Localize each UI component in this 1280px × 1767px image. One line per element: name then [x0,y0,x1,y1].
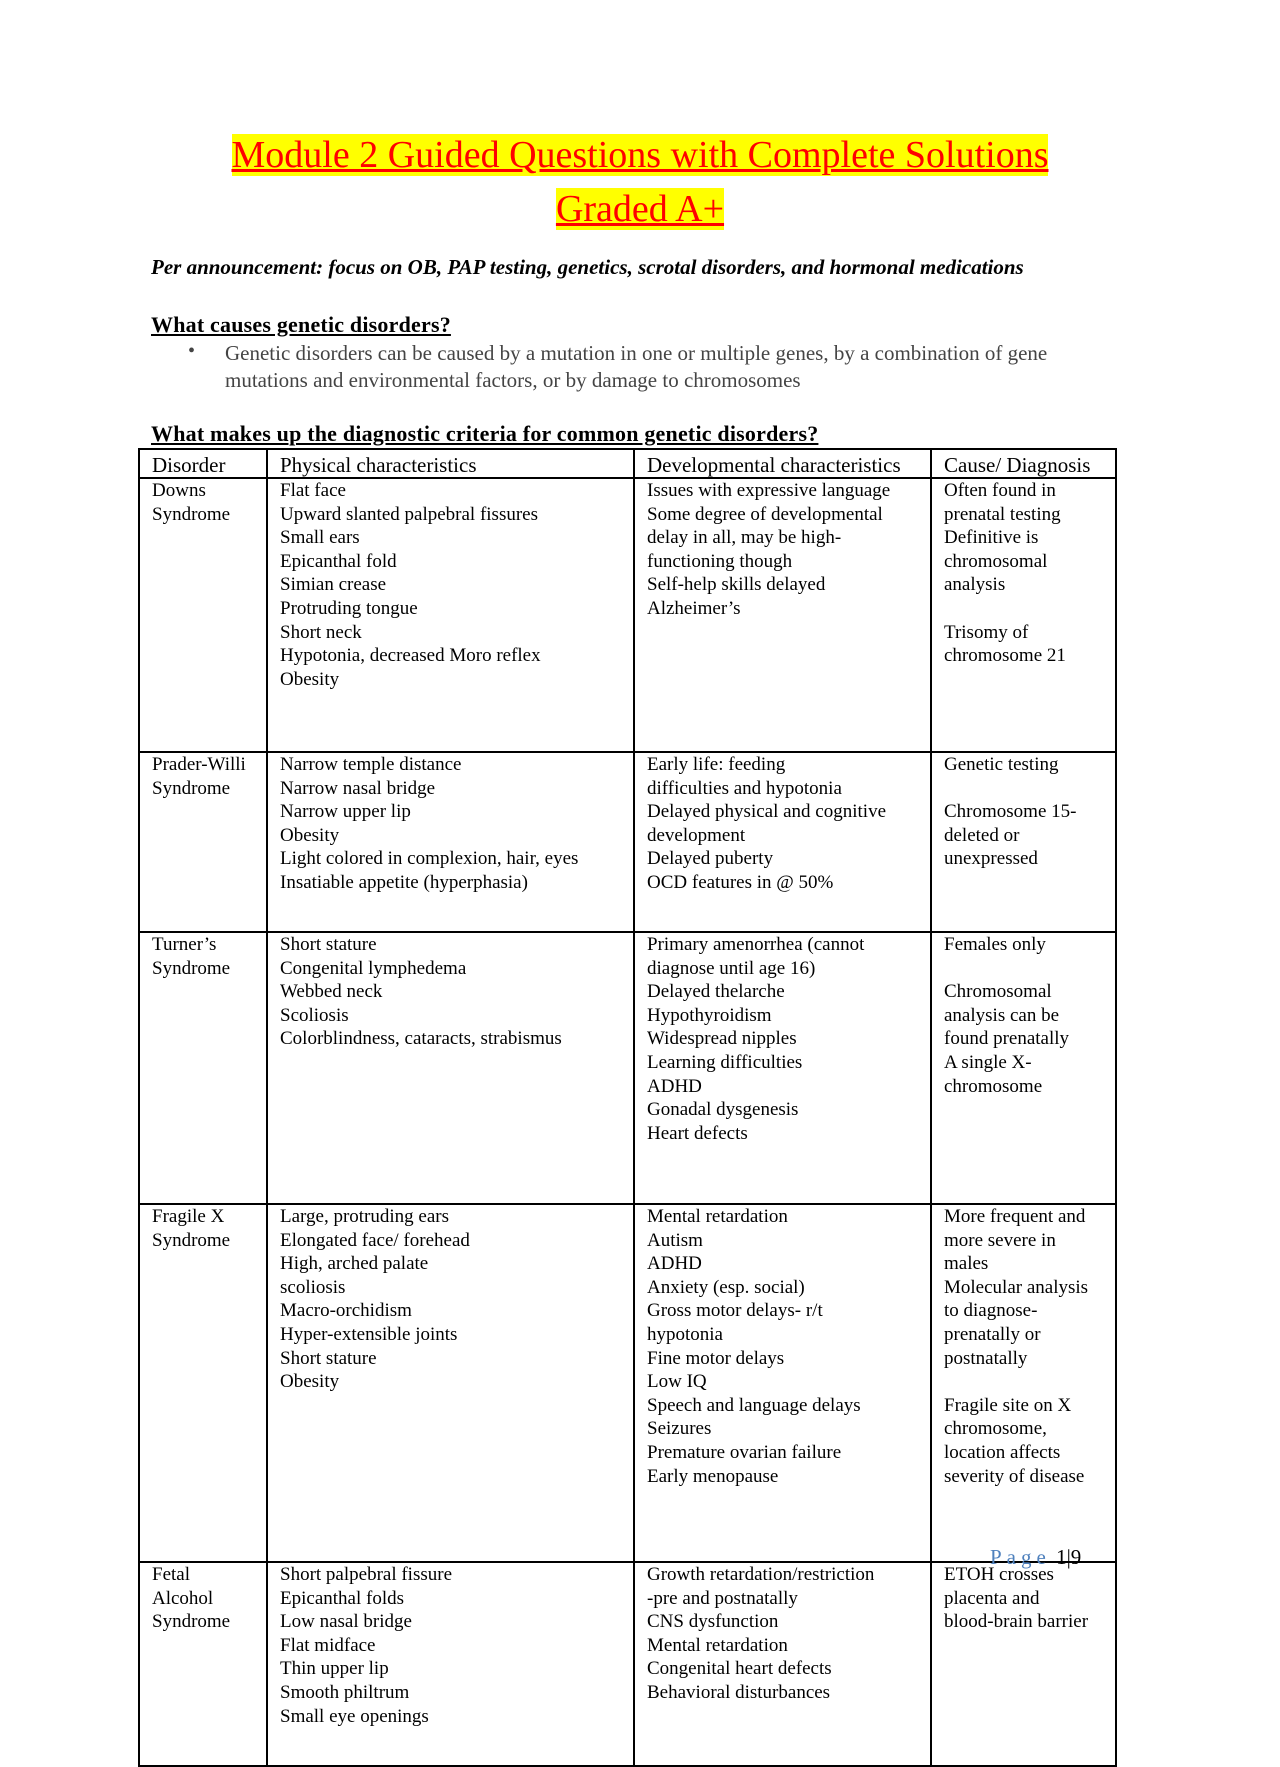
cell-line: Hypothyroidism [647,1004,772,1026]
cell-line: chromosome [944,1075,1043,1097]
cell-line: Simian crease [280,574,387,596]
cell-line: scoliosis [280,1276,346,1298]
cell-line: Congenital heart defects [647,1658,832,1680]
cell-line: Hyper-extensible joints [280,1323,458,1345]
cell-line: Genetic testing [944,754,1059,775]
cell-line: Molecular analysis [944,1276,1089,1298]
cell-line: prenatally or [944,1323,1041,1345]
cell-line: Syndrome [152,1229,231,1251]
blank-line [944,1370,1109,1394]
title-line-1: Module 2 Guided Questions with Complete Solutions [231,134,1049,176]
cell-line: Syndrome [152,503,231,525]
cell-line: Flat face [280,480,346,501]
cell-line: Narrow upper lip [280,801,411,823]
cell-line: -pre and postnatally [647,1587,798,1609]
cell-line: Fragile site on X [944,1394,1072,1416]
cause-cell [931,752,1116,932]
header-physical: Physical characteristics [267,449,634,478]
cell-line: Flat midface [280,1634,376,1656]
cell-line: chromosome, [944,1418,1047,1440]
cell-line: Narrow temple distance [280,754,462,775]
cell-line: Alcohol [152,1587,214,1609]
cell-line: Short neck [280,621,362,643]
cell-line: Some degree of developmental [647,503,883,525]
cause-cell [931,1562,1116,1766]
cell-line: Delayed physical and cognitive [647,801,887,823]
cell-line: Syndrome [152,1611,231,1633]
footer-page-label: Page [990,1545,1051,1569]
cell-line: Webbed neck [280,981,383,1003]
cell-line: Definitive is [944,527,1039,549]
cell-line: Short palpebral fissure [280,1564,453,1585]
diagnostic-criteria-table [138,448,1117,1767]
cell-line: Behavioral disturbances [647,1681,831,1703]
cell-line: ADHD [647,1253,702,1275]
cell-line: ADHD [647,1075,702,1097]
cell-line: Issues with expressive language [647,480,891,501]
cell-line: Short stature [280,1347,377,1369]
cell-line: males [944,1253,989,1275]
cell-line: Chromosome 15- [944,801,1077,823]
table-row [139,1204,1116,1562]
physical-cell [267,478,634,752]
document-title [140,132,1140,240]
cell-line: Mental retardation [647,1634,788,1656]
header-cause-diagnosis: Cause/ Diagnosis [931,449,1116,478]
title-line-2: Graded A+ [555,188,725,230]
cell-line: Primary amenorrhea (cannot [647,934,865,955]
cell-line: severity of disease [944,1465,1085,1487]
cell-line: prenatal testing [944,503,1061,525]
cell-line: Obesity [280,1371,340,1393]
cell-line: Small eye openings [280,1705,429,1727]
cell-line: Premature ovarian failure [647,1441,842,1463]
cell-line: more severe in [944,1229,1056,1251]
cell-line: Colorblindness, cataracts, strabismus [280,1028,562,1050]
table-row [139,478,1116,752]
cell-line: Alzheimer’s [647,597,741,619]
cell-line: Fetal [152,1564,190,1585]
cause-cell [931,932,1116,1204]
cell-line: Gross motor delays- r/t [647,1300,823,1322]
cell-line: Congenital lymphedema [280,957,467,979]
cell-line: Light colored in complexion, hair, eyes [280,848,579,870]
cell-line: Obesity [280,824,340,846]
physical-cell [267,1204,634,1562]
cell-line: Fragile X [152,1206,225,1227]
question-2-heading: What makes up the diagnostic criteria for common genetic disorders? [151,421,819,446]
cell-line: Short stature [280,934,377,955]
cell-line: Self-help skills delayed [647,574,826,596]
cell-line: Smooth philtrum [280,1681,410,1703]
cause-cell [931,478,1116,752]
cell-line: Prader-Willi [152,754,246,775]
cell-line: deleted or [944,824,1020,846]
cell-line: Obesity [280,668,340,690]
cell-line: More frequent and [944,1206,1086,1227]
cell-line: Narrow nasal bridge [280,777,436,799]
cell-line: unexpressed [944,848,1038,870]
cell-line: Delayed puberty [647,848,774,870]
developmental-cell [634,1204,931,1562]
table-header-row [139,449,1116,478]
cell-line: Trisomy of [944,621,1029,643]
cell-line: Macro-orchidism [280,1300,412,1322]
disorder-cell [139,1204,267,1562]
cell-line: Insatiable appetite (hyperphasia) [280,871,528,893]
cell-line: High, arched palate [280,1253,429,1275]
cell-line: Growth retardation/restriction [647,1564,875,1585]
blank-line [944,957,1109,981]
cell-line: Low nasal bridge [280,1611,412,1633]
cell-line: Mental retardation [647,1206,788,1227]
cell-line: hypotonia [647,1323,723,1345]
cell-line: location affects [944,1441,1061,1463]
disorder-cell [139,752,267,932]
cell-line: Thin upper lip [280,1658,389,1680]
cell-line: Early menopause [647,1465,779,1487]
cell-line: OCD features in @ 50% [647,871,834,893]
developmental-cell [634,752,931,932]
cell-line: Hypotonia, decreased Moro reflex [280,645,541,667]
cell-line: A single X- [944,1051,1032,1073]
question-1-heading: What causes genetic disorders? [151,312,451,337]
cell-line: postnatally [944,1347,1028,1369]
cell-line: functioning though [647,550,793,572]
header-disorder: Disorder [139,449,267,478]
cell-line: Syndrome [152,777,231,799]
cell-line: diagnose until age 16) [647,957,816,979]
cell-line: Seizures [647,1418,712,1440]
cell-line: difficulties and hypotonia [647,777,842,799]
developmental-cell [634,478,931,752]
cell-line: Scoliosis [280,1004,349,1026]
announcement-text: Per announcement: focus on OB, PAP testing, genetics, scrotal disorders, and hormonal medications [151,255,1024,279]
footer-total-pages: 9 [1070,1545,1082,1569]
bullet-text: Genetic disorders can be caused by a mutation in one or multiple genes, by a combination of gene mutations and environmental factors, or by damage to chromosomes [225,341,1048,392]
disorder-cell [139,932,267,1204]
cell-line: chromosome 21 [944,645,1066,667]
table-row [139,932,1116,1204]
cell-line: Epicanthal folds [280,1587,404,1609]
cell-line: delay in all, may be high- [647,527,842,549]
header-developmental: Developmental characteristics [634,449,931,478]
cell-line: chromosomal [944,550,1048,572]
cell-line: Elongated face/ forehead [280,1229,470,1251]
disorder-cell [139,478,267,752]
cell-line: Learning difficulties [647,1051,803,1073]
cell-line: Fine motor delays [647,1347,785,1369]
bullet-icon: • [188,340,196,362]
cell-line: Widespread nipples [647,1028,797,1050]
cell-line: Delayed thelarche [647,981,785,1003]
cell-line: analysis [944,574,1006,596]
cell-line: analysis can be [944,1004,1060,1026]
cell-line: Small ears [280,527,360,549]
blank-line [944,597,1109,621]
cell-line: Speech and language delays [647,1394,861,1416]
developmental-cell [634,932,931,1204]
cell-line: to diagnose- [944,1300,1038,1322]
cause-cell [931,1204,1116,1562]
physical-cell [267,932,634,1204]
cell-line: Protruding tongue [280,597,418,619]
cell-line: Often found in [944,480,1056,501]
cell-line: placenta and [944,1587,1040,1609]
cell-line: ETOH crosses [944,1564,1054,1585]
cell-line: Syndrome [152,957,231,979]
developmental-cell [634,1562,931,1766]
cell-line: Gonadal dysgenesis [647,1099,799,1121]
cell-line: Downs [152,480,206,501]
table-row [139,752,1116,932]
cell-line: Autism [647,1229,703,1251]
blank-line [944,777,1109,801]
cell-line: Early life: feeding [647,754,786,775]
cell-line: Turner’s [152,934,217,955]
cell-line: CNS dysfunction [647,1611,779,1633]
cell-line: Anxiety (esp. social) [647,1276,805,1298]
footer-current-page: 1 [1056,1545,1067,1569]
cell-line: Chromosomal [944,981,1052,1003]
table-row [139,1562,1116,1766]
disorder-cell [139,1562,267,1766]
cell-line: Heart defects [647,1122,748,1144]
cell-line: Epicanthal fold [280,550,397,572]
page-footer [990,1545,1081,1570]
cell-line: development [647,824,746,846]
cell-line: Females only [944,934,1046,955]
cell-line: Low IQ [647,1371,707,1393]
physical-cell [267,1562,634,1766]
physical-cell [267,752,634,932]
footer-separator: | [1066,1545,1071,1569]
cell-line: blood-brain barrier [944,1611,1089,1633]
cell-line: Large, protruding ears [280,1206,450,1227]
cell-line: Upward slanted palpebral fissures [280,503,539,525]
cell-line: found prenatally [944,1028,1070,1050]
